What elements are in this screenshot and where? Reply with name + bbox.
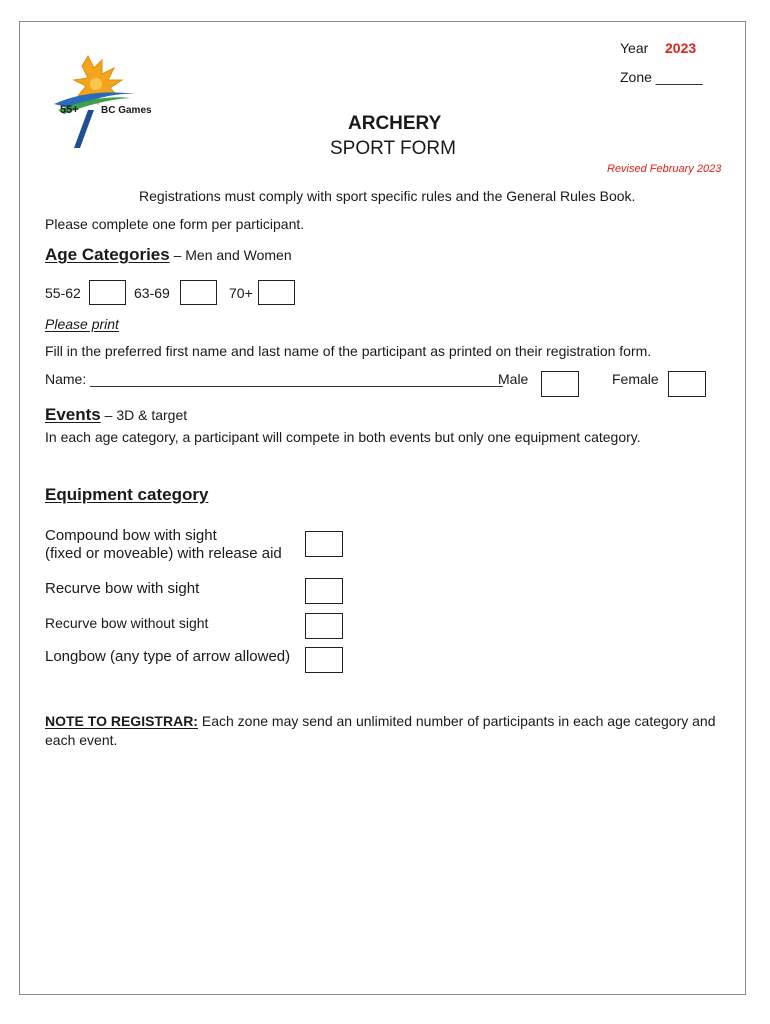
events-heading [45, 405, 187, 425]
female-checkbox[interactable] [668, 371, 706, 397]
bc-games-logo [50, 48, 170, 150]
registrar-note-text: Each zone may send an unlimited number of participants in each age category and [197, 713, 716, 729]
equipment-checkbox-recurve-no-sight[interactable] [305, 613, 343, 639]
age-checkbox-63-69[interactable] [180, 280, 217, 305]
year-label: Year [620, 40, 649, 56]
sport-title: ARCHERY [348, 113, 442, 134]
logo-text-55plus: 55+ [60, 104, 79, 116]
events-note: In each age category, a participant will compete in both events but only one equipment category. [45, 429, 641, 445]
age-label-63-69: 63-69 [134, 285, 170, 301]
one-form-notice: Please complete one form per participant. [45, 216, 305, 232]
maple-leaf-logo-icon [50, 48, 170, 150]
registrar-note-line2: each event. [45, 732, 118, 748]
male-checkbox[interactable] [541, 371, 579, 397]
events-heading-text: Events [45, 405, 101, 424]
revised-date: Revised February 2023 [607, 163, 722, 175]
year-value: 2023 [665, 40, 697, 56]
zone-field[interactable]: Zone ______ [620, 69, 703, 85]
events-subheading: – 3D & target [100, 407, 188, 423]
please-print-label: Please print [45, 316, 119, 332]
equipment-longbow: Longbow (any type of arrow allowed) [45, 648, 291, 665]
age-subheading: – Men and Women [169, 247, 292, 263]
name-field[interactable]: Name: _____________________________________________________ [45, 371, 503, 387]
equipment-heading: Equipment category [45, 485, 209, 504]
registrar-note-line1 [45, 713, 716, 729]
logo-text-bc-games: BC Games [101, 105, 152, 116]
rules-notice: Registrations must comply with sport specific rules and the General Rules Book. [139, 188, 636, 204]
male-label: Male [498, 371, 529, 387]
age-checkbox-70-plus[interactable] [258, 280, 295, 305]
equipment-recurve-sight: Recurve bow with sight [45, 580, 200, 597]
form-title: SPORT FORM [330, 138, 456, 159]
registrar-note-label: NOTE TO REGISTRAR: [45, 713, 198, 729]
equipment-recurve-no-sight: Recurve bow without sight [45, 615, 209, 631]
age-label-70-plus: 70+ [229, 285, 253, 301]
age-heading-text: Age Categories [45, 245, 170, 264]
equipment-checkbox-compound[interactable] [305, 531, 343, 557]
equipment-checkbox-longbow[interactable] [305, 647, 343, 673]
equipment-checkbox-recurve-sight[interactable] [305, 578, 343, 604]
equipment-compound-line1: Compound bow with sight [45, 527, 217, 544]
age-categories-heading [45, 245, 292, 265]
name-instruction: Fill in the preferred first name and last name of the participant as printed on their registration form. [45, 343, 652, 359]
age-checkbox-55-62[interactable] [89, 280, 126, 305]
age-label-55-62: 55-62 [45, 285, 81, 301]
equipment-compound-line2: (fixed or moveable) with release aid [45, 545, 282, 562]
female-label: Female [612, 371, 659, 387]
